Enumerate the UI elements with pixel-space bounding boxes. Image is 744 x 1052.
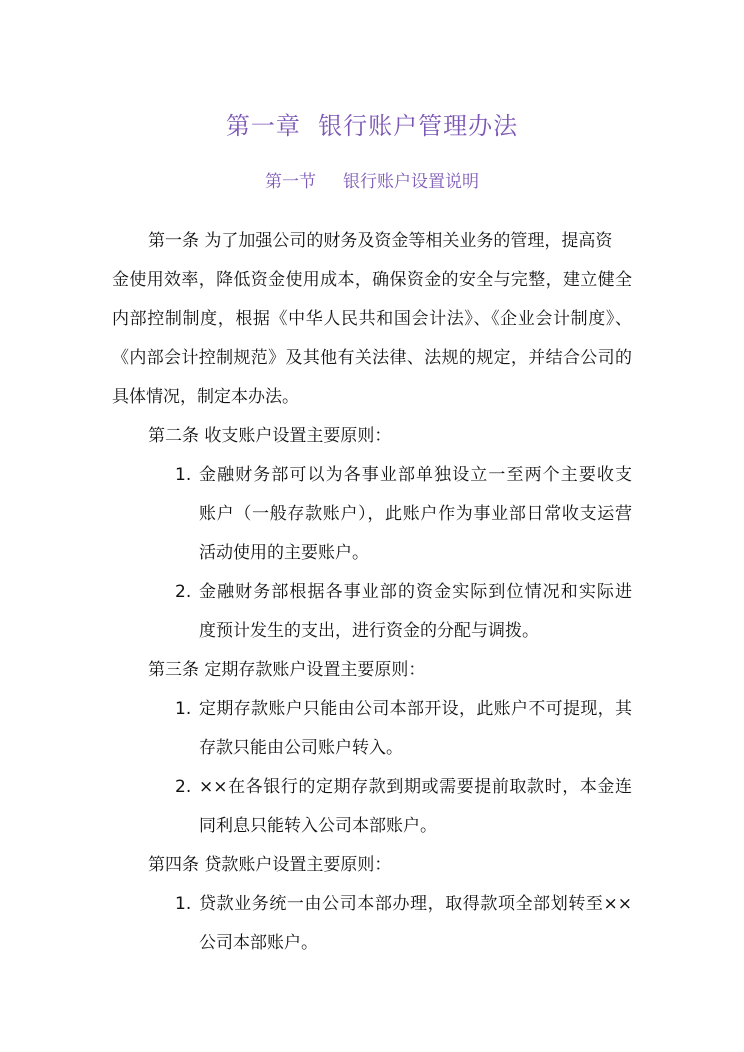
chapter-title: 第一章 银行账户管理办法 <box>225 112 519 140</box>
article3-item1-number: 1. <box>175 699 192 719</box>
article1-line-3: 内部控制制度，根据《中华人民共和国会计法》、《企业会计制度》、 <box>112 309 632 329</box>
article3-item2-line-1: ××在各银行的定期存款到期或需要提前取款时，本金连 <box>199 777 632 797</box>
article2-item2-line-1: 金融财务部根据各事业部的资金实际到位情况和实际进 <box>199 582 632 602</box>
article4-item1-line-1: 贷款业务统一由公司本部办理，取得款项全部划转至×× <box>199 894 632 914</box>
article2-item1-line-1: 金融财务部可以为各事业部单独设立一至两个主要收支 <box>199 465 632 485</box>
article1-line-1: 第一条 为了加强公司的财务及资金等相关业务的管理，提高资 <box>148 231 613 251</box>
article4-item1-line-2: 公司本部账户。 <box>199 933 318 953</box>
section-title: 第一节 银行账户设置说明 <box>264 172 480 192</box>
article1-line-4: 《内部会计控制规范》及其他有关法律、法规的规定，并结合公司的 <box>112 348 632 368</box>
article2-item2-number: 2. <box>175 582 192 602</box>
article3-item1-line-2: 存款只能由公司账户转入。 <box>199 738 403 758</box>
article3-item2-number: 2. <box>175 777 192 797</box>
article3-item1-line-1: 定期存款账户只能由公司本部开设，此账户不可提现，其 <box>199 699 632 719</box>
article4-item1-number: 1. <box>175 894 192 914</box>
article3-item2-line-2: 同利息只能转入公司本部账户。 <box>199 816 437 836</box>
article2-item2-line-2: 度预计发生的支出，进行资金的分配与调拨。 <box>199 621 539 641</box>
article4-heading: 第四条 贷款账户设置主要原则： <box>148 855 392 875</box>
article2-heading: 第二条 收支账户设置主要原则： <box>148 426 392 446</box>
article3-heading: 第三条 定期存款账户设置主要原则： <box>148 660 426 680</box>
article1-line-2: 金使用效率，降低资金使用成本，确保资金的安全与完整，建立健全 <box>112 270 632 290</box>
article1-line-5: 具体情况，制定本办法。 <box>112 387 299 407</box>
article2-item1-number: 1. <box>175 465 192 485</box>
article2-item1-line-3: 活动使用的主要账户。 <box>199 543 369 563</box>
article2-item1-line-2: 账户（一般存款账户），此账户作为事业部日常收支运营 <box>199 504 632 524</box>
